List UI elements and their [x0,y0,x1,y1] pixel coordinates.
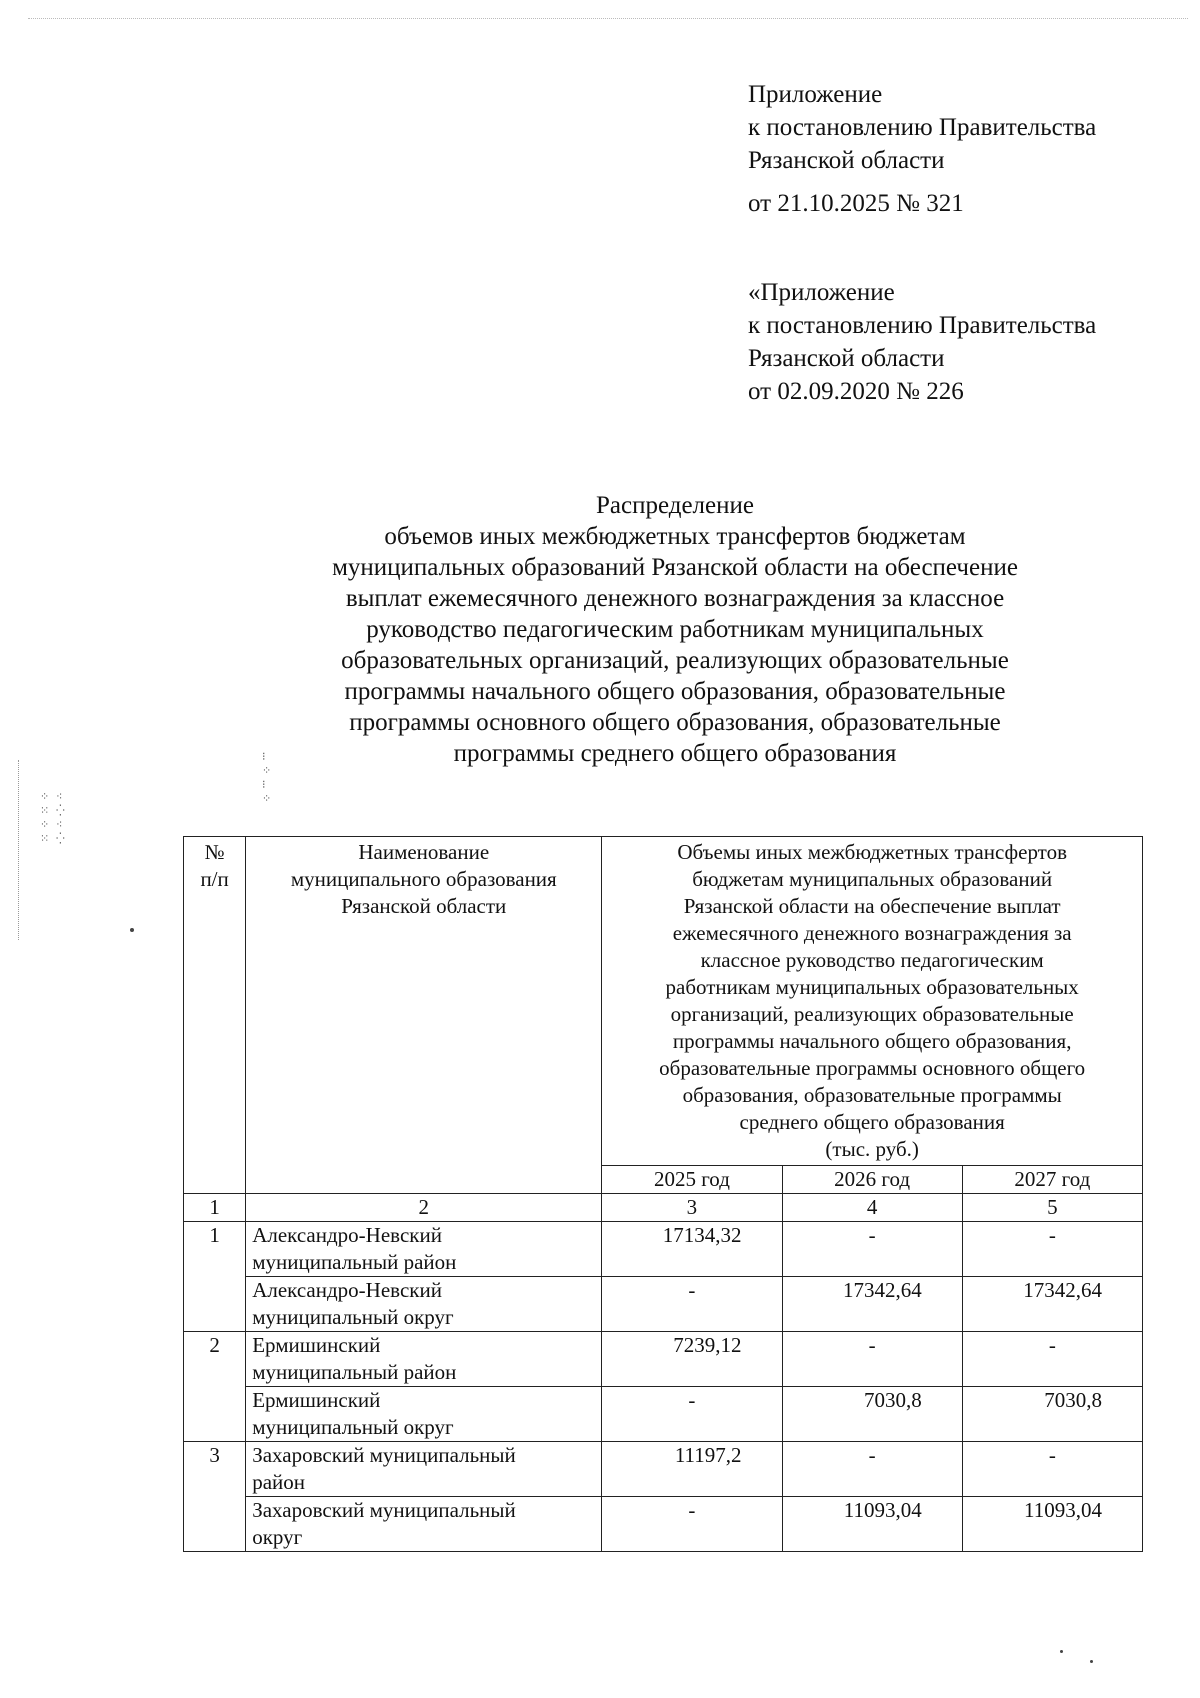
title-line: руководство педагогическим работникам муниципальных [366,616,984,643]
appendix-region: Рязанской области [748,147,945,174]
municipality-name: Александро-Невский муниципальный округ [246,1277,602,1332]
table-row [184,1277,1143,1332]
value-2026: - [782,1332,962,1387]
table-row [184,1497,1143,1552]
header-municipality-name: Наименование муниципального образования Рязанской области [246,837,602,1194]
title-line: объемов иных межбюджетных трансфертов бюджетам [384,523,966,550]
value-2027: - [962,1222,1142,1277]
value-2027: - [962,1332,1142,1387]
municipality-name: Захаровский муниципальный округ [246,1497,602,1552]
value-2027: - [962,1442,1142,1497]
row-number: 3 [184,1442,246,1552]
value-2026: - [782,1442,962,1497]
appendix-region: Рязанской области [748,345,945,372]
distribution-table [183,836,1143,1552]
year-header: 2027 год [962,1166,1142,1194]
value-2026: - [782,1222,962,1277]
municipality-name: Ермишинский муниципальный район [246,1332,602,1387]
value-2027: 11093,04 [962,1497,1142,1552]
appendix-resolution: к постановлению Правительства [748,114,1097,141]
row-number: 1 [184,1222,246,1332]
scan-noise-marks: ⁘ ⁖ ⁙ ⁛ ⁘ ⁖ ⁙ ⁛ [40,791,67,845]
scan-speck [130,928,134,932]
appendix-resolution: к постановлению Правительства [748,312,1097,339]
column-index: 3 [602,1194,782,1222]
municipality-name: Захаровский муниципальный район [246,1442,602,1497]
title-line: программы основного общего образования, образовательные [349,709,1001,736]
value-2025: 11197,2 [602,1442,782,1497]
scan-edge-left [18,760,19,940]
value-2026: 17342,64 [782,1277,962,1332]
value-2025: 7239,12 [602,1332,782,1387]
table-row [184,1387,1143,1442]
title-line: муниципальных образований Рязанской области на обеспечение [332,554,1018,581]
value-2025: 17134,32 [602,1222,782,1277]
scan-speck [1090,1660,1093,1663]
title-line: программы начального общего образования, образовательные [344,678,1006,705]
column-index: 4 [782,1194,962,1222]
value-2027: 7030,8 [962,1387,1142,1442]
table-row [184,1442,1143,1497]
scan-edge-top [28,18,1188,19]
header-number: № п/п [184,837,246,1194]
title-line: программы среднего общего образования [453,740,897,767]
title-line: выплат ежемесячного денежного вознаграждения за классное [345,585,1005,612]
column-index-row [184,1194,1143,1222]
scan-speck [1060,1650,1063,1653]
appendix-date: от 02.09.2020 № 226 [748,378,964,405]
value-2026: 11093,04 [782,1497,962,1552]
appendix-date: от 21.10.2025 № 321 [748,190,964,217]
appendix-header-original [748,276,1096,408]
value-2027: 17342,64 [962,1277,1142,1332]
appendix-label: «Приложение [748,279,895,306]
scan-noise-marks: ⁝ ⁘ ⁝ ⁘ [262,751,274,805]
table-row [184,1222,1143,1277]
header-transfer-volumes: Объемы иных межбюджетных трансфертов бюджетам муниципальных образований Рязанской области на обеспечение выплат ежемесячного денежного вознаграждения за классное руководство педагогическим работникам муниципальных образовательных организаций, реализующих образовательные программы начального общего образования, образовательные программы основного общего образования, образовательные программы среднего общего образования (тыс. руб.) [602,837,1143,1166]
column-index: 5 [962,1194,1142,1222]
table-row [184,1332,1143,1387]
appendix-header-current [748,78,1096,220]
appendix-label: Приложение [748,81,883,108]
value-2025: - [602,1387,782,1442]
year-header: 2025 год [602,1166,782,1194]
value-2025: - [602,1277,782,1332]
year-header: 2026 год [782,1166,962,1194]
column-index: 1 [184,1194,246,1222]
municipality-name: Ермишинский муниципальный округ [246,1387,602,1442]
title-line: Распределение [596,492,754,519]
value-2025: - [602,1497,782,1552]
document-title [175,490,1175,769]
column-index: 2 [246,1194,602,1222]
municipality-name: Александро-Невский муниципальный район [246,1222,602,1277]
value-2026: 7030,8 [782,1387,962,1442]
title-line: образовательных организаций, реализующих образовательные [341,647,1009,674]
table-header-row [184,837,1143,1166]
row-number: 2 [184,1332,246,1442]
